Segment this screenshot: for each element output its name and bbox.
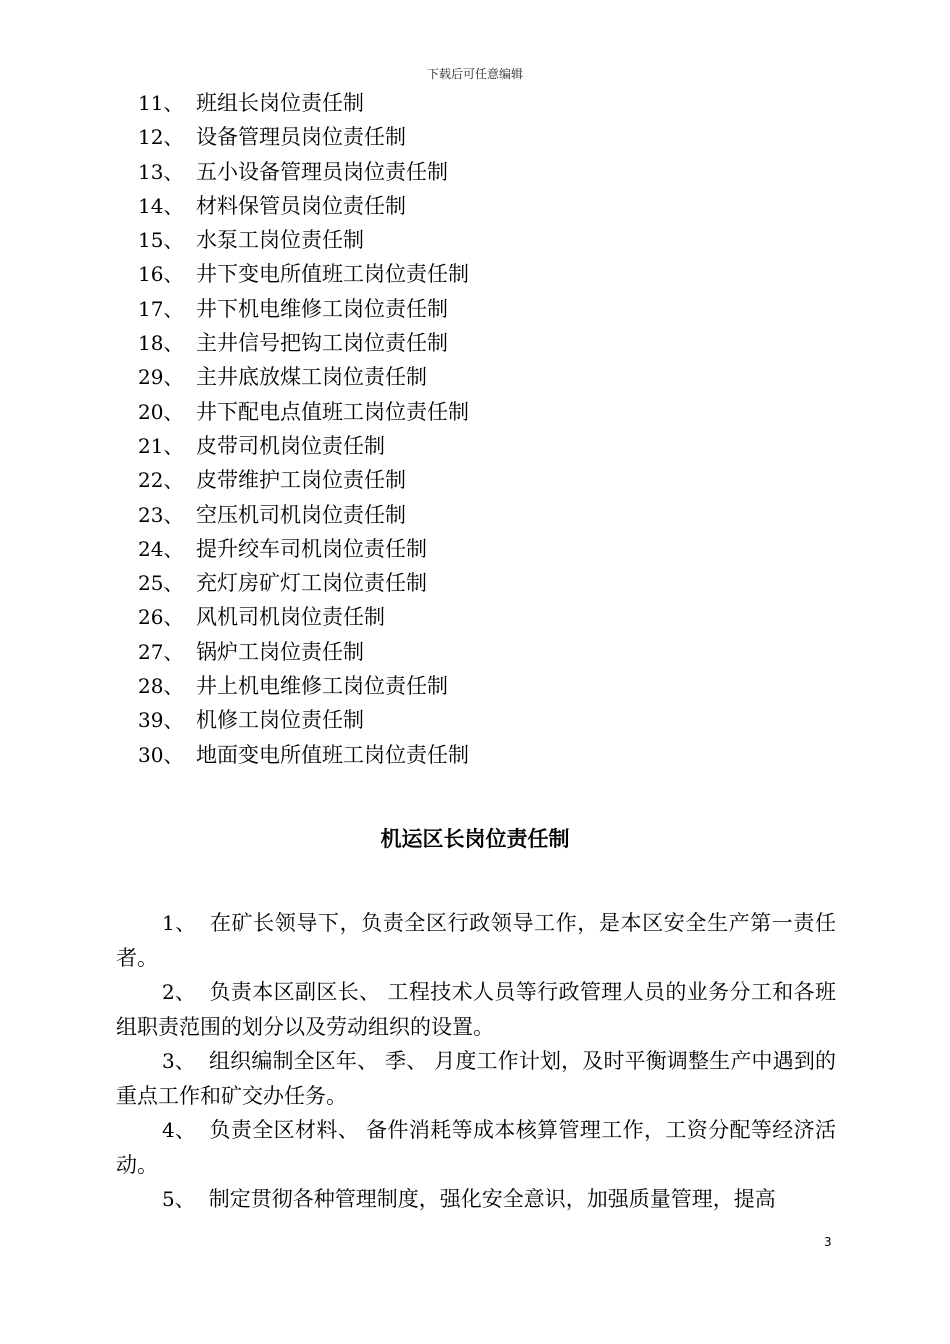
- toc-item-label: 设备管理员岗位责任制: [196, 125, 406, 150]
- toc-item-number: 39、: [138, 708, 184, 733]
- toc-item-number: 16、: [138, 262, 184, 287]
- toc-item: [138, 429, 469, 463]
- toc-item: [138, 738, 469, 772]
- toc-item-label: 井下变电所值班工岗位责任制: [196, 262, 469, 287]
- toc-item-number: 13、: [138, 159, 184, 184]
- toc-item-number: 17、: [138, 296, 184, 321]
- toc-item-number: 12、: [138, 125, 184, 150]
- paragraph-text: 在矿长领导下，负责全区行政领导工作，是本区安全生产第一责任者。: [116, 911, 836, 970]
- toc-item: [138, 566, 469, 600]
- toc-item-label: 主井底放煤工岗位责任制: [196, 365, 427, 390]
- toc-item-number: 14、: [138, 193, 184, 218]
- toc-item-number: 21、: [138, 433, 184, 458]
- toc-list: [138, 86, 469, 772]
- toc-item-number: 30、: [138, 742, 184, 767]
- paragraph-number: 4、: [162, 1118, 196, 1142]
- toc-item: [138, 498, 469, 532]
- toc-item-label: 空压机司机岗位责任制: [196, 502, 406, 527]
- toc-item-number: 20、: [138, 399, 184, 424]
- paragraph-text: 组织编制全区年、 季、 月度工作计划，及时平衡调整生产中遇到的重点工作和矿交办任务。: [116, 1049, 836, 1108]
- paragraph-text: 负责全区材料、 备件消耗等成本核算管理工作，工资分配等经济活动。: [116, 1118, 836, 1177]
- toc-item: [138, 326, 469, 360]
- paragraph-text: 负责本区副区长、 工程技术人员等行政管理人员的业务分工和各班组职责范围的划分以及劳动组织的设置。: [116, 980, 836, 1039]
- paragraph-number: 1、: [162, 911, 196, 935]
- toc-item: [138, 360, 469, 394]
- paragraph: [116, 906, 836, 975]
- toc-item-number: 11、: [138, 91, 184, 115]
- toc-item: [138, 669, 469, 703]
- paragraph: [116, 975, 836, 1044]
- toc-item-label: 皮带司机岗位责任制: [196, 433, 385, 458]
- toc-item-label: 班组长岗位责任制: [196, 91, 364, 115]
- toc-item: [138, 395, 469, 429]
- toc-item-label: 水泵工岗位责任制: [196, 228, 364, 253]
- toc-item-number: 22、: [138, 468, 184, 493]
- section-title: 机运区长岗位责任制: [380, 827, 570, 851]
- page-header: 下载后可任意编辑: [426, 67, 523, 81]
- paragraph: [116, 1044, 836, 1113]
- paragraph: [116, 1113, 836, 1182]
- toc-item: [138, 223, 469, 257]
- toc-item: [138, 155, 469, 189]
- toc-item-label: 机修工岗位责任制: [196, 708, 364, 733]
- toc-item: [138, 703, 469, 737]
- toc-item-number: 26、: [138, 605, 184, 630]
- page-number: 3: [824, 1235, 832, 1249]
- toc-item: [138, 463, 469, 497]
- toc-item-number: 27、: [138, 639, 184, 664]
- toc-item-number: 15、: [138, 228, 184, 253]
- toc-item-number: 23、: [138, 502, 184, 527]
- toc-item-number: 25、: [138, 571, 184, 596]
- toc-item-number: 28、: [138, 674, 184, 699]
- toc-item: [138, 86, 469, 120]
- toc-item-label: 井下机电维修工岗位责任制: [196, 296, 448, 321]
- toc-item: [138, 189, 469, 223]
- paragraph: [116, 1182, 836, 1217]
- body-text: [116, 906, 836, 1217]
- toc-item-label: 提升绞车司机岗位责任制: [196, 536, 427, 561]
- toc-item: [138, 600, 469, 634]
- toc-item-label: 充灯房矿灯工岗位责任制: [196, 571, 427, 596]
- toc-item-number: 24、: [138, 536, 184, 561]
- paragraph-text: 制定贯彻各种管理制度，强化安全意识，加强质量管理，提高: [208, 1187, 776, 1211]
- paragraph-number: 2、: [162, 980, 196, 1004]
- toc-item: [138, 257, 469, 291]
- toc-item-label: 锅炉工岗位责任制: [196, 639, 364, 664]
- toc-item-label: 材料保管员岗位责任制: [196, 193, 406, 218]
- toc-item-label: 井上机电维修工岗位责任制: [196, 674, 448, 699]
- toc-item-label: 风机司机岗位责任制: [196, 605, 385, 630]
- toc-item: [138, 635, 469, 669]
- toc-item: [138, 120, 469, 154]
- toc-item-label: 主井信号把钩工岗位责任制: [196, 331, 448, 356]
- toc-item-label: 地面变电所值班工岗位责任制: [196, 742, 469, 767]
- toc-item-label: 井下配电点值班工岗位责任制: [196, 399, 469, 424]
- paragraph-number: 3、: [162, 1049, 196, 1073]
- toc-item: [138, 532, 469, 566]
- toc-item-number: 18、: [138, 331, 184, 356]
- toc-item-label: 皮带维护工岗位责任制: [196, 468, 406, 493]
- toc-item-label: 五小设备管理员岗位责任制: [196, 159, 448, 184]
- toc-item: [138, 292, 469, 326]
- toc-item-number: 29、: [138, 365, 184, 390]
- paragraph-number: 5、: [162, 1187, 195, 1211]
